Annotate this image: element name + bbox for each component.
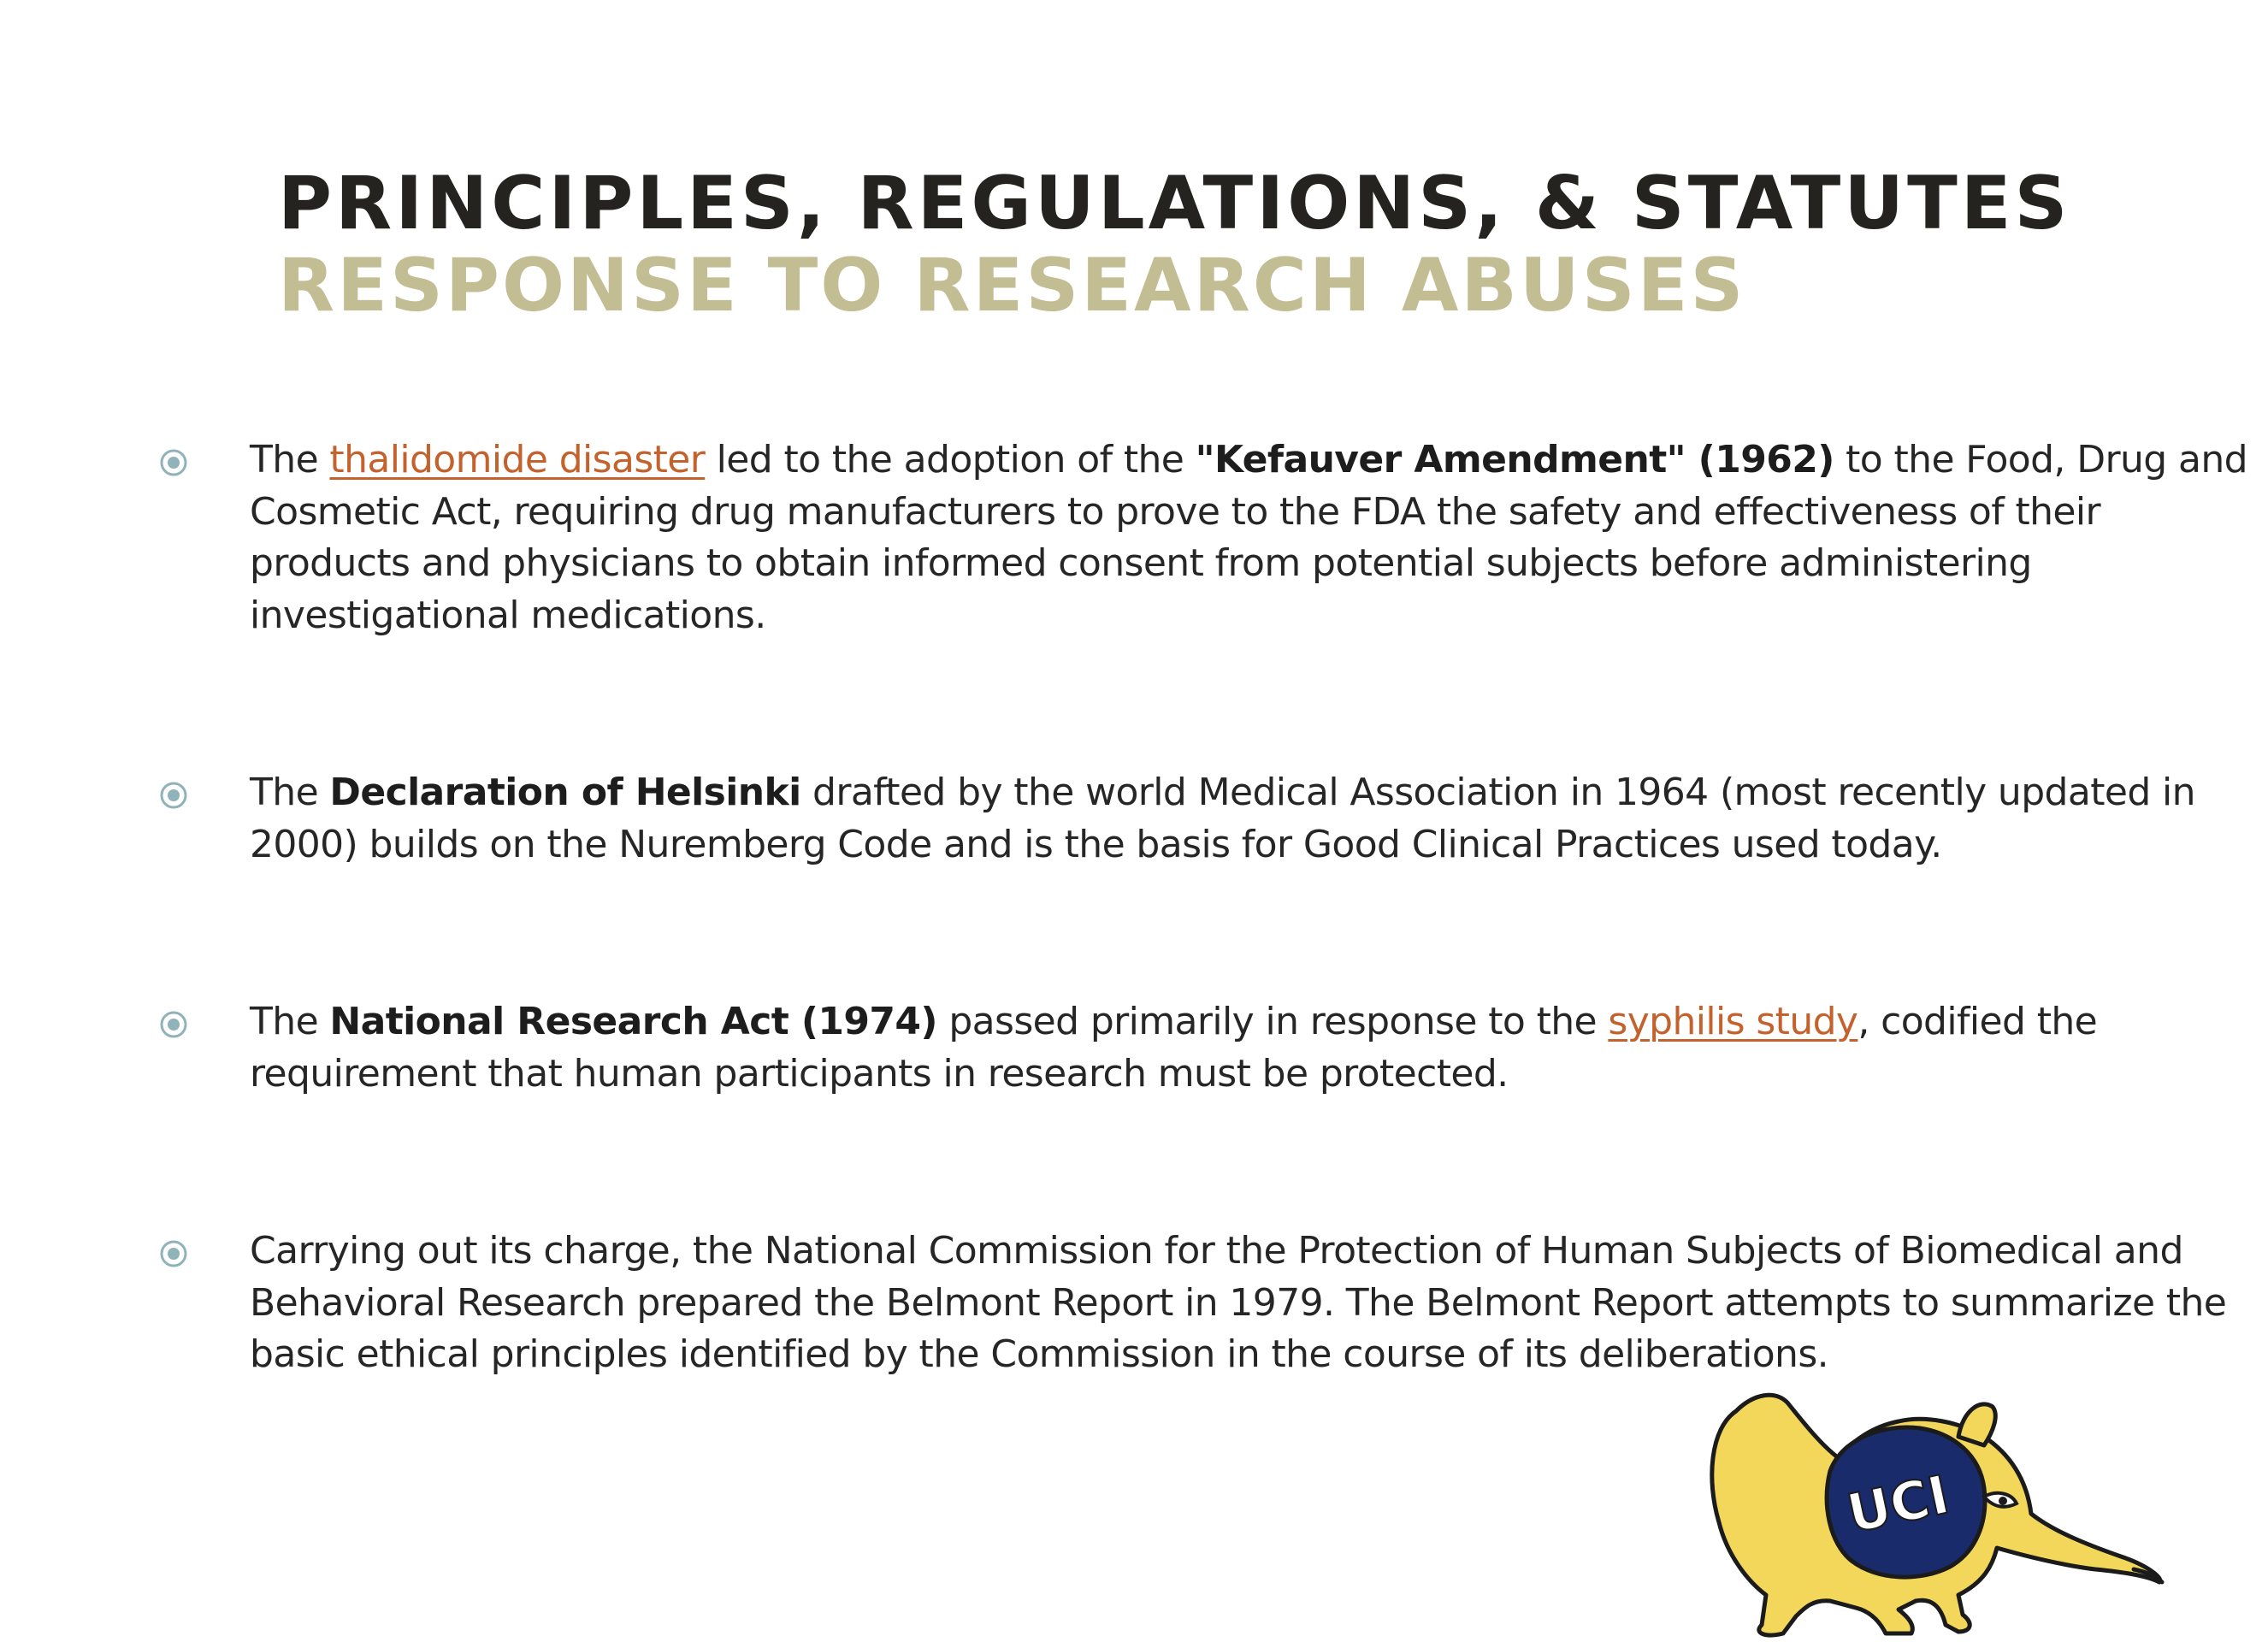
bullet-text (250, 1226, 2268, 1381)
bullet-text (250, 996, 2268, 1100)
thalidomide-disaster-link[interactable]: thalidomide disaster (329, 438, 706, 481)
bullet-text-segment: Carrying out its charge, the National Commission for the Protection of Human Subjects of Biomedical and Behavioral Research prepared the Belmont Report in 1979. The Belmont Report attempts to summarize the basic ethical principles identified by the Commission in the course of its deliberations. (250, 1229, 2227, 1376)
slide-subtitle: RESPONSE TO RESEARCH ABUSES (278, 243, 1746, 328)
bullet-text-segment: led to the adoption of the (705, 438, 1196, 481)
bullet-text-segment: to the Food, Drug and Cosmetic Act, requiring drug manufacturers to prove to the FDA the safety and effectiveness of their products and physicians to obtain informed consent from potential subjects before administering investigational medications. (250, 438, 2247, 637)
target-bullet-icon (159, 448, 188, 477)
title-block (278, 162, 2074, 327)
bullet-text (250, 434, 2268, 641)
target-bullet-icon (159, 1239, 188, 1268)
uci-lettering: UCI (1841, 1462, 1955, 1545)
target-bullet-icon (159, 1010, 188, 1039)
bullet-text-segment: The (250, 1000, 330, 1043)
bullet-text-segment: passed primarily in response to the (936, 1000, 1609, 1043)
kefauver-amendment-bold: "Kefauver Amendment" (1962) (1195, 438, 1834, 481)
uci-anteater-mascot-icon (1702, 1377, 2164, 1642)
bullet-text-segment: The (250, 438, 330, 481)
bullet-text-segment: drafted by the world Medical Association in 1964 (most recently updated in 2000) builds on the Nuremberg Code and is the basis for Good Clinical Practices used today. (250, 771, 2195, 866)
target-bullet-icon (159, 781, 188, 810)
bullet-text (250, 767, 2268, 871)
declaration-of-helsinki-bold: Declaration of Helsinki (329, 771, 801, 814)
bullet-text-segment: The (250, 771, 330, 814)
slide-title: PRINCIPLES, REGULATIONS, & STATUTES (278, 161, 2071, 246)
syphilis-study-link[interactable]: syphilis study (1608, 1000, 1858, 1043)
national-research-act-bold: National Research Act (1974) (329, 1000, 937, 1043)
bullet-text-segment: , codified the requirement that human participants in research must be protected. (250, 1000, 2098, 1096)
